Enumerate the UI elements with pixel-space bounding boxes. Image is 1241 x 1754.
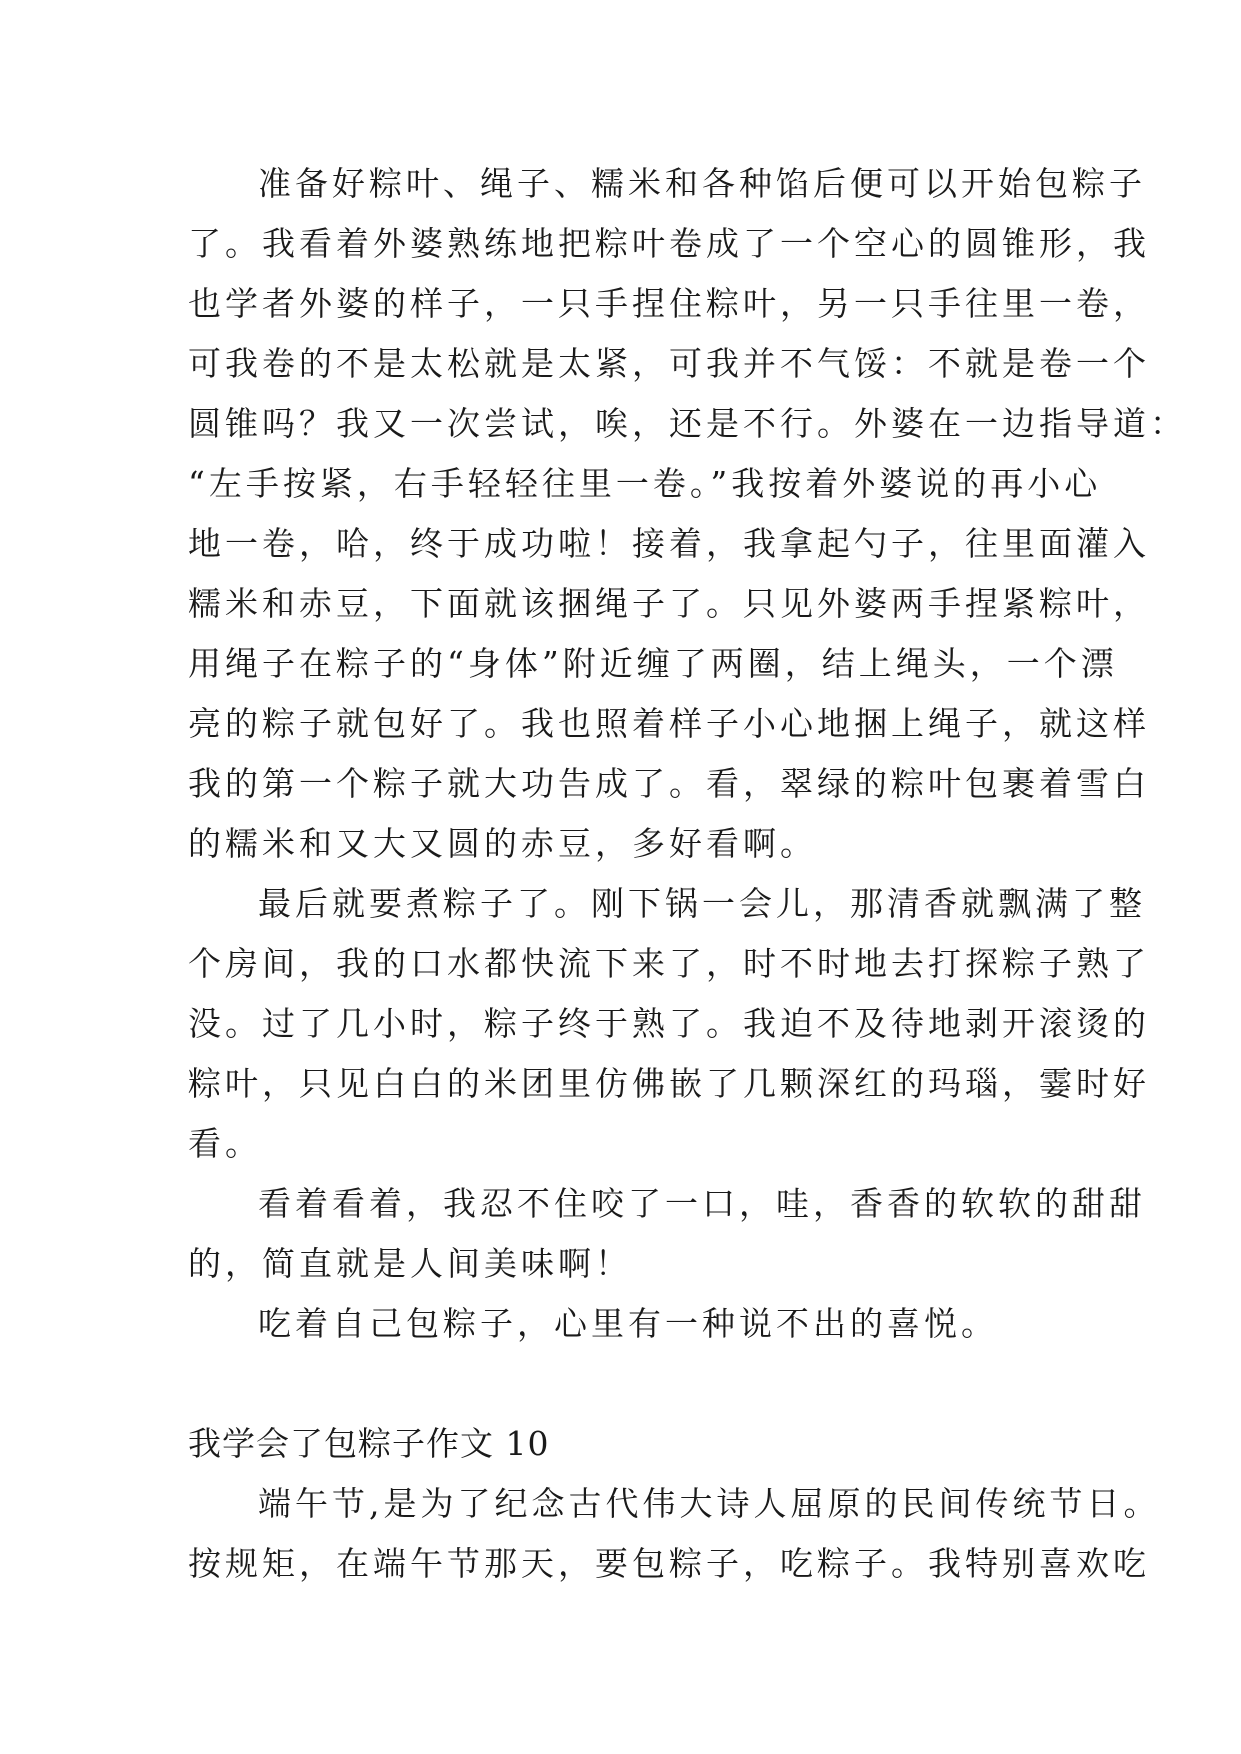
paragraph-line: 没。过了几小时，粽子终于熟了。我迫不及待地剥开滚烫的 (188, 1004, 1150, 1043)
paragraph-line: 看着看着，我忍不住咬了一口，哇，香香的软软的甜甜 (258, 1184, 1146, 1223)
paragraph-line: 也学者外婆的样子，一只手捏住粽叶，另一只手往里一卷， (188, 284, 1150, 323)
paragraph-line: 最后就要煮粽子了。刚下锅一会儿，那清香就飘满了整 (258, 884, 1146, 923)
paragraph-line: 吃着自己包粽子，心里有一种说不出的喜悦。 (258, 1304, 998, 1343)
paragraph-line: 我的第一个粽子就大功告成了。看，翠绿的粽叶包裹着雪白 (188, 764, 1150, 803)
paragraph-line: 看。 (188, 1124, 262, 1163)
paragraph-line: 按规矩，在端午节那天，要包粽子，吃粽子。我特别喜欢吃 (188, 1544, 1150, 1583)
paragraph-line: 粽叶，只见白白的米团里仿佛嵌了几颗深红的玛瑙，霎时好 (188, 1064, 1150, 1103)
paragraph-line: “左手按紧，右手轻轻往里一卷。”我按着外婆说的再小心 (188, 464, 1102, 503)
paragraph-line: 的糯米和又大又圆的赤豆，多好看啊。 (188, 824, 817, 863)
paragraph-line: 亮的粽子就包好了。我也照着样子小心地捆上绳子，就这样 (188, 704, 1150, 743)
paragraph-line: 可我卷的不是太松就是太紧，可我并不气馁：不就是卷一个 (188, 344, 1150, 383)
paragraph-line: 的，简直就是人间美味啊！ (188, 1244, 632, 1283)
paragraph-line: 准备好粽叶、绳子、糯米和各种馅后便可以开始包粽子 (258, 164, 1146, 203)
paragraph-line: 端午节,是为了纪念古代伟大诗人屈原的民间传统节日。 (258, 1484, 1161, 1523)
paragraph-line: 糯米和赤豆，下面就该捆绳子了。只见外婆两手捏紧粽叶， (188, 584, 1150, 623)
paragraph-line: 个房间，我的口水都快流下来了，时不时地去打探粽子熟了 (188, 944, 1150, 983)
paragraph-line: 用绳子在粽子的“身体”附近缠了两圈，结上绳头，一个漂 (188, 644, 1118, 683)
section-heading: 我学会了包粽子作文 10 (188, 1424, 550, 1463)
paragraph-line: 地一卷，哈，终于成功啦！接着，我拿起勺子，往里面灌入 (188, 524, 1150, 563)
paragraph-line: 了。我看着外婆熟练地把粽叶卷成了一个空心的圆锥形，我 (188, 224, 1150, 263)
paragraph-line: 圆锥吗？我又一次尝试，唉，还是不行。外婆在一边指导道： (188, 404, 1187, 443)
